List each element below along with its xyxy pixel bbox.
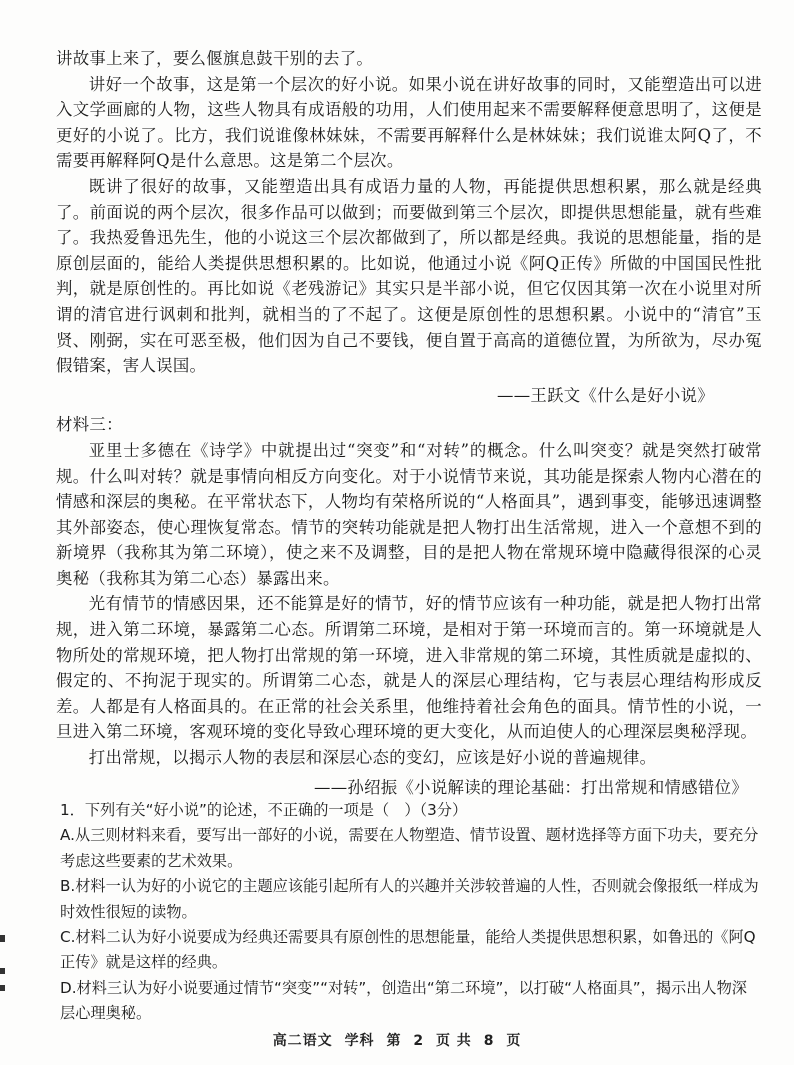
answer-option-b: B.材料一认为好的小说它的主题应该能引起所有人的兴趣并关涉较普遍的人性，否则就会像报纸一样成为时效性很短的读物。: [60, 877, 759, 921]
passage-paragraph: 讲好一个故事，这是第一个层次的好小说。如果小说在讲好故事的同时，又能塑造出可以进入文学画廊的人物，这些人物具有成语般的功用，人们使用起来不需要解释便意思明了，这便是更好的小说了。比方，我们说谁像林妹妹，不需要再解释什么是林妹妹；我们说谁太阿Q了，不需要再解释阿Q是什么意思。这是第二个层次。: [56, 74, 762, 171]
footer-page-number: 2: [413, 1033, 425, 1049]
answer-option-c: C.材料二认为好小说要成为经典还需要具有原创性的思想能量，能给人类提供思想积累，如鲁迅的《阿Q正传》就是这样的经典。: [60, 928, 756, 972]
scan-edge-mark: [0, 935, 5, 942]
passage-paragraph: 光有情节的情感因果，还不能算是好的情节，好的情节应该有一种功能，就是把人物打出常规，进入第二环境，暴露第二心态。所谓第二环境，是相对于第一环境而言的。第一环境就是人物所处的常规环境，把人物打出常规的第一环境，进入非常规的第二环境，其性质就是虚拟的、假定的、不拘泥于现实的。所谓第二心态，就是人的深层心理结构，它与表层心理结构形成反差。人都是有人格面具的。在正常的社会关系里，他维持着社会角色的面具。情节性的小说，一旦进入第二环境，客观环境的变化导致心理环境的更大变化，从而迫使人的心理深层奥秘浮现。: [56, 594, 762, 742]
footer-page-total: 8: [483, 1033, 495, 1049]
passage-paragraph: 亚里士多德在《诗学》中就提出过“突变”和“对转”的概念。什么叫突变？就是突然打破常规。什么叫对转？就是事情向相反方向变化。对于小说情节来说，其功能是探索人物内心潜在的情感和深层的奥秘。在平常状态下，人物均有荣格所说的“人格面具”，遇到事变，能够迅速调整其外部姿态，使心理恢复常态。情节的突转功能就是把人物打出生活常规，进入一个意想不到的新境界（我称其为第二环境），使之来不及调整，目的是把人物在常规环境中隐藏得很深的心灵奥秘（我称其为第二心态）暴露出来。: [56, 440, 762, 588]
material-three-heading: 材料三：: [56, 415, 123, 435]
passage-paragraph: 既讲了很好的故事，又能塑造出具有成语力量的人物，再能提供思想积累，那么就是经典了。前面说的两个层次，很多作品可以做到；而要做到第三个层次，即提供思想能量，就有些难了。我热爱鲁迅先生，他的小说这三个层次都做到了，所以都是经典。我说的思想能量，指的是原创层面的，能给人类提供思想积累的。比如说，他通过小说《阿Q正传》所做的中国国民性批判，就是原创性的。再比如说《老残游记》其实只是半部小说，但它仅因其第一次在小说里对所谓的清官进行讽刺和批判，就相当的了不起了。这便是原创性的思想积累。小说中的“清官”玉贤、刚弼，实在可恶至极，他们因为自己不要钱，便自置于高高的道德位置，为所欲为，尽办冤假错案，害人误国。: [56, 176, 762, 376]
scan-edge-mark: [0, 968, 5, 974]
footer-page-suffix: 页: [506, 1033, 522, 1049]
material-two-source: ——王跃文《什么是好小说》: [497, 385, 714, 405]
passage-paragraph: 打出常规，以揭示人物的表层和深层心态的变幻，应该是好小说的普遍规律。: [88, 748, 657, 768]
answer-option-d: D.材料三认为好小说要通过情节“突变”“对转”，创造出“第二环境”，以打破“人格面具”，揭示出人物深层心理奥秘。: [60, 978, 747, 1023]
page-footer: [0, 1030, 794, 1050]
question-stem: 1．下列有关“好小说”的论述，不正确的一项是（ ）（3分）: [60, 801, 468, 819]
passage-paragraph: 讲故事上来了，要么偃旗息鼓干别的去了。: [56, 49, 374, 68]
footer-subject: 高二语文: [272, 1033, 333, 1049]
footer-page-prefix: 第: [386, 1033, 402, 1049]
reading-passage: [56, 46, 762, 804]
question-block: [60, 798, 762, 1027]
footer-page-middle: 页 共: [435, 1033, 472, 1049]
footer-label: 学科: [344, 1033, 375, 1049]
material-three-source: ——孙绍振《小说解读的理论基础：打出常规和情感错位》: [314, 777, 748, 797]
answer-option-a: A.从三则材料来看，要写出一部好的小说，需要在人物塑造、情节设置、题材选择等方面下功夫，要充分考虑这些要素的艺术效果。: [60, 826, 759, 870]
scan-edge-mark: [0, 985, 5, 991]
